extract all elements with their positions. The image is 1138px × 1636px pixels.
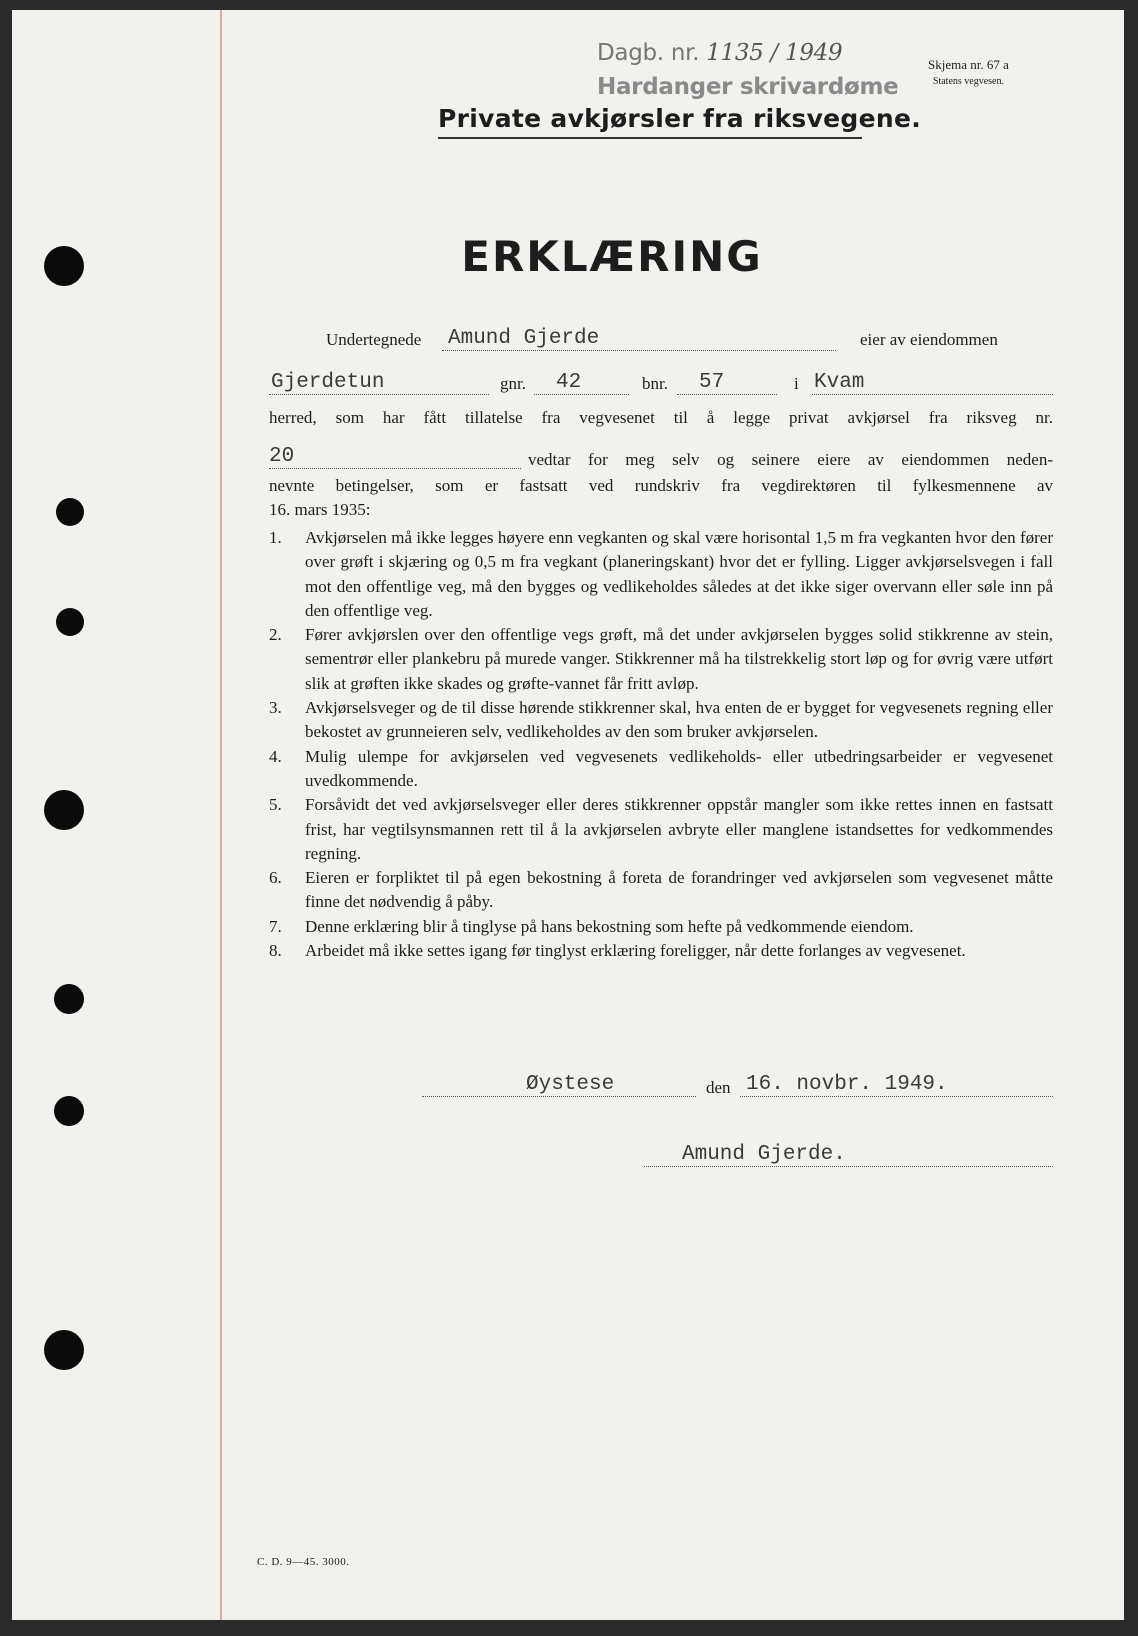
undertegnede-label: Undertegnede xyxy=(326,330,422,349)
declarant-name: Amund Gjerde xyxy=(448,327,600,350)
punch-hole xyxy=(54,1096,84,1126)
condition-text: Mulig ulempe for avkjørselen ved vegvesenets vedlikeholds- eller utbedringsarbeider er vegvesenet uvedkommende. xyxy=(305,746,1053,790)
journal-number: 1135 xyxy=(706,40,764,66)
condition-text: Denne erklæring blir å tinglyse på hans bekostning som hefte på vedkommende eiendom. xyxy=(305,916,914,936)
punch-hole xyxy=(54,984,84,1014)
municipality-name: Kvam xyxy=(814,371,865,394)
intro-date-line: 16. mars 1935: xyxy=(269,500,371,519)
intro-line: nevnte betingelser, som er fastsatt ved rundskriv fra vegdirektøren til fylkesmennene av xyxy=(269,476,1053,495)
condition-text: Forsåvidt det ved avkjørselsveger eller deres stikkrenner oppstår mangler som ikke rettes innen en fastsatt frist, har vegtilsynsmannen rett til å la avkjørselen avbryte eller manglene istandsettes for vedkommendes regning. xyxy=(305,795,1053,863)
signature-date: 16. novbr. 1949. xyxy=(746,1073,948,1096)
condition-text: Eieren er forpliktet til på egen bekostning å foreta de forandringer ved avkjørselen som vegvesenet måtte finne det nødvendig å påby. xyxy=(305,868,1053,912)
journal-year: 1949 xyxy=(785,40,843,66)
condition-text: Fører avkjørslen over den offentlige vegs grøft, må det under avkjørselen bygges solid stikkrenne av stein, sementrør eller plankebru på murede vanger. Stikkrenner må ha tilstrekkelig stort løp og for øvrig være utført slik at grøften ikke skades og grøfte-vannet får fritt avløp. xyxy=(305,625,1053,693)
journal-stamp xyxy=(597,36,898,104)
condition-item xyxy=(269,793,1053,866)
form-issuer: Statens vegvesen. xyxy=(932,76,1004,87)
vedtar-text: vedtar for meg selv og seinere eiere av eiendommen neden- xyxy=(528,450,1053,469)
condition-text: Avkjørselen må ikke legges høyere enn vegkanten og skal være horisontal 1,5 m fra vegkanten hvor den fører over grøft i skjæring og 0,5 m fra vegkant (planeringskant) hvor det er fylling. Ligger avkjørselsvegen i fall mot den offentlige veg, må den bygges og vedlikeholdes således at det ikke siger overvann eller søle inn på den offentlige veg. xyxy=(305,528,1053,620)
bnr-label: bnr. xyxy=(642,374,668,393)
form-number: Skjema nr. 67 a xyxy=(928,57,1009,72)
condition-number: 1. xyxy=(269,528,282,547)
condition-item xyxy=(269,745,1053,794)
condition-item xyxy=(269,939,1053,963)
road-number-field xyxy=(269,446,521,469)
conditions-list xyxy=(269,526,1053,963)
bnr-value: 57 xyxy=(699,371,725,394)
municipality-field xyxy=(812,372,1053,395)
place-field xyxy=(422,1074,696,1097)
signature-name: Amund Gjerde. xyxy=(682,1143,846,1166)
condition-item xyxy=(269,526,1053,623)
condition-item xyxy=(269,866,1053,915)
herred-line: herred, som har fått tillatelse fra vegvesenet til å legge privat avkjørsel fra riksveg nr. xyxy=(269,408,1053,427)
bnr-field xyxy=(677,372,777,395)
punch-hole xyxy=(56,498,84,526)
name-field xyxy=(442,328,836,351)
condition-number: 6. xyxy=(269,868,282,888)
condition-item xyxy=(269,915,1053,939)
year-separator: / xyxy=(770,40,778,66)
property-field xyxy=(269,372,489,395)
eier-label: eier av eiendommen xyxy=(860,330,998,349)
condition-number: 8. xyxy=(269,941,282,961)
condition-item xyxy=(269,696,1053,745)
gnr-field xyxy=(534,372,629,395)
stamp-label: Dagb. nr. xyxy=(597,40,700,66)
punch-hole xyxy=(56,608,84,636)
gnr-label: gnr. xyxy=(500,374,526,393)
condition-number: 5. xyxy=(269,795,282,815)
document-title: ERKLÆRING xyxy=(461,232,763,281)
den-label: den xyxy=(706,1078,731,1097)
signature-field xyxy=(644,1144,1053,1167)
gnr-value: 42 xyxy=(556,371,582,394)
condition-item xyxy=(269,623,1053,696)
condition-number: 4. xyxy=(269,746,282,766)
document-page xyxy=(12,10,1124,1620)
place-name: Øystese xyxy=(526,1073,615,1096)
form-reference xyxy=(928,56,1009,90)
i-label: i xyxy=(794,374,799,393)
property-name: Gjerdetun xyxy=(271,371,385,394)
punch-hole xyxy=(44,1330,84,1370)
print-code: C. D. 9—45. 3000. xyxy=(257,1556,350,1568)
road-number: 20 xyxy=(269,445,295,468)
punch-hole xyxy=(44,790,84,830)
condition-text: Avkjørselsveger og de til disse hørende stikkrenner skal, hva enten de er bygget for vegvesenets regning eller bekostet av grunneieren selv, vedlikeholdes av den som bruker avkjørselen. xyxy=(305,698,1053,742)
condition-number: 2. xyxy=(269,625,282,645)
condition-text: Arbeidet må ikke settes igang før tinglyst erklæring foreligger, når dette forlanges av vegvesenet. xyxy=(305,941,966,961)
date-field xyxy=(740,1074,1053,1097)
condition-number: 7. xyxy=(269,916,282,936)
court-name: Hardanger skrivardøme xyxy=(597,74,899,100)
heading-underline xyxy=(438,137,862,139)
document-heading: Private avkjørsler fra riksvegene. xyxy=(438,104,922,133)
condition-number: 3. xyxy=(269,698,282,718)
